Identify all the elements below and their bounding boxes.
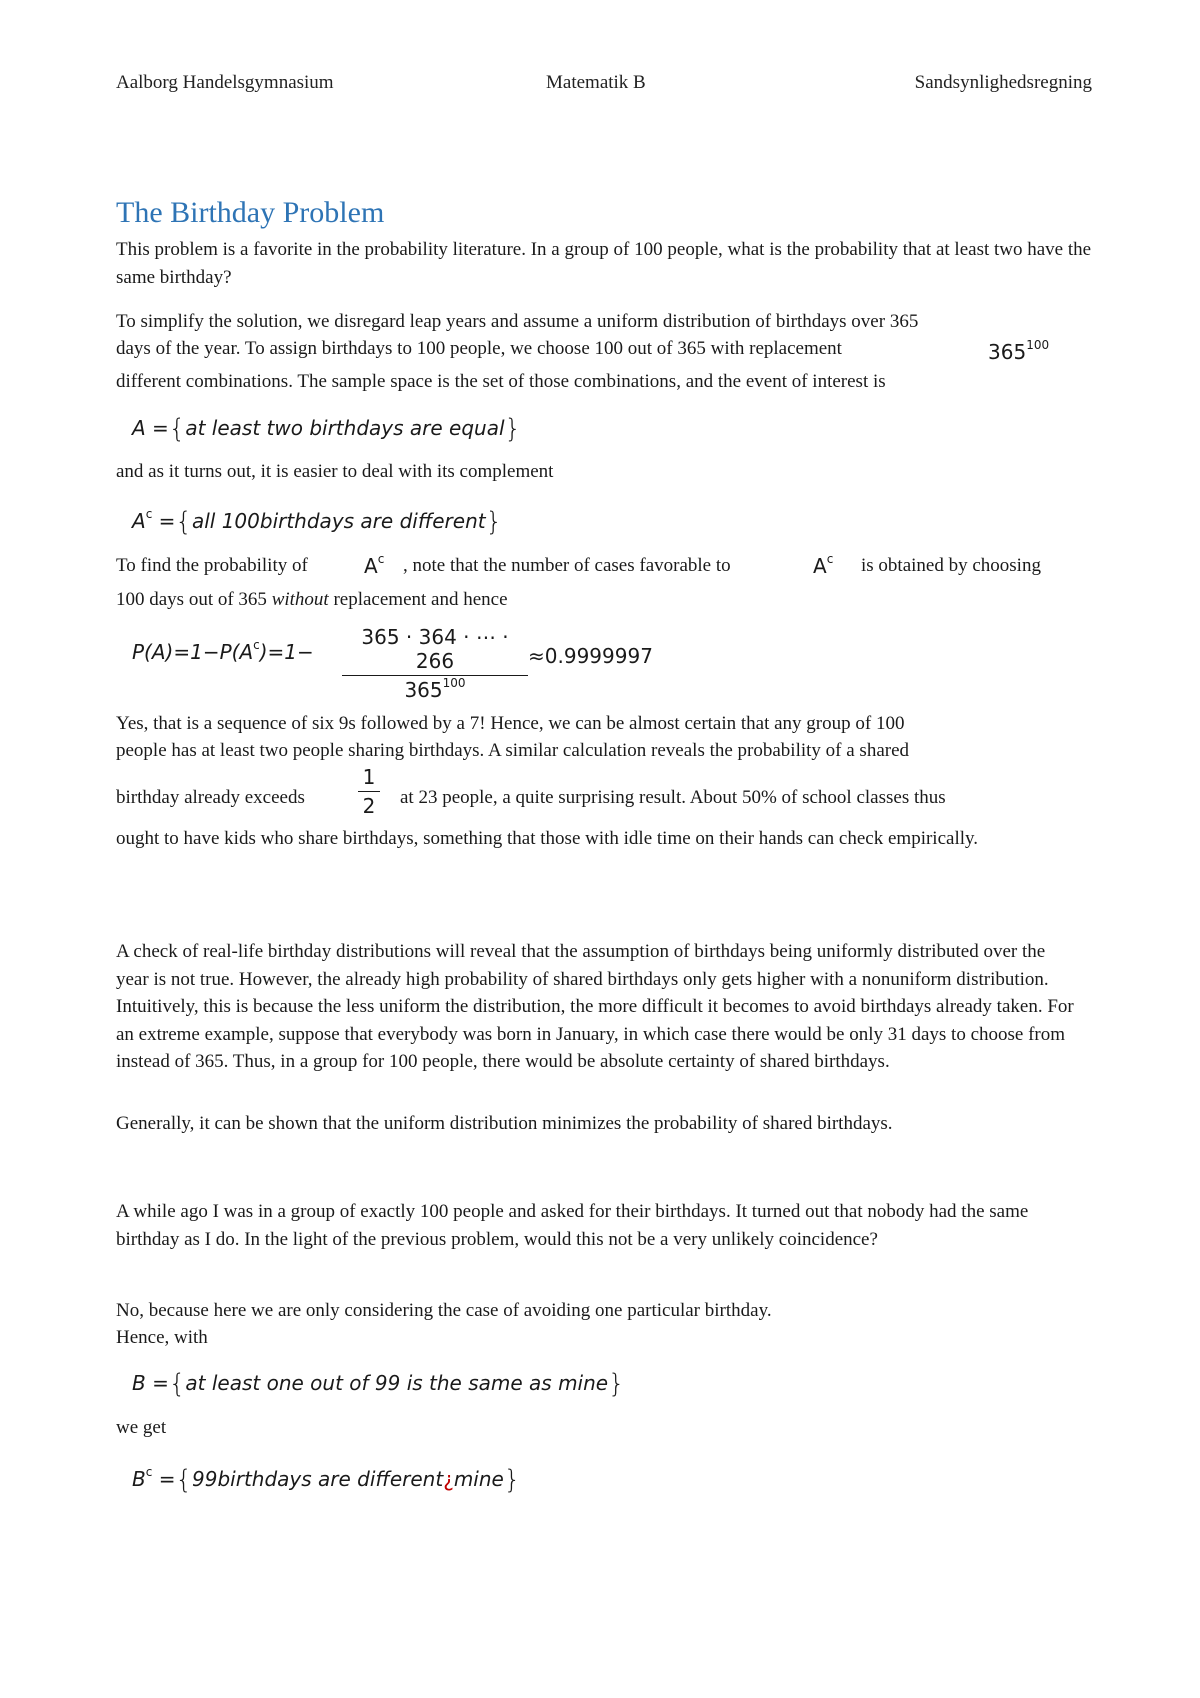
equation-ac-lhs: A	[132, 509, 146, 533]
paragraph-find-prob-line2	[116, 586, 1096, 614]
paragraph-simplify-line3: different combinations. The sample space is the set of those combinations, and the event of interest is	[116, 371, 886, 392]
equation-b-body: at least one out of 99 is the same as mine	[185, 1371, 609, 1395]
equation-p-mid: )=1−	[259, 640, 314, 664]
find-prob-emphasis: without	[271, 589, 329, 610]
equation-a-lhs: A =	[132, 416, 169, 440]
equation-probability-a	[132, 640, 314, 664]
equation-b-lhs: B =	[132, 1371, 169, 1395]
equation-complement-b: $B^c$ ={99birthdays are different¿mine}	[132, 1465, 521, 1495]
equation-ac-body: all 100birthdays are different	[191, 509, 486, 533]
conclusion-line3-text-1: birthday already exceeds	[116, 787, 305, 808]
paragraph-we-get: we get	[116, 1417, 167, 1438]
power-base: 365	[988, 340, 1027, 364]
paragraph-conclusion-line4: ought to have kids who share birthdays, something that those with idle time on their hands can check empirically.	[116, 828, 979, 849]
half-bar	[358, 791, 380, 792]
fraction-numerator: 365 · 364 · ⋯ · 266	[361, 625, 509, 673]
equation-complement-a: $A^c =\{all$ 100birthdays are different}	[132, 507, 503, 537]
fraction-den-base: 365	[404, 678, 443, 702]
find-prob-line2-text-1: 100 days out of 365	[116, 589, 267, 610]
inline-c-sup-2: c	[826, 552, 834, 567]
equation-p-lhs: P(A)=1−P(A	[132, 640, 254, 664]
paragraph-real-life: A check of real-life birthday distributions will reveal that the assumption of birthdays being uniformly distributed over the year is not true. However, the already high probability of shared birthdays only gets higher with a nonuniform distribution. Intuitively, this is because the less uniform the distribution, the more difficult it becomes to avoid birthdays already taken. For an extreme example, suppose that everybody was born in January, in which case there would be only 31 days to choose from instead of 365. Thus, in a group for 100 people, there would be absolute certainty of shared birthdays.	[116, 941, 1074, 1072]
fraction-denominator	[342, 678, 528, 702]
paragraph-intro: This problem is a favorite in the probability literature. In a group of 100 people, what is the probability that at least two have the same birthday?	[116, 239, 1092, 288]
one-half-fraction	[358, 765, 380, 818]
inline-c-sup-1: c	[377, 552, 385, 567]
equation-event-a: A ={at least two birthdays are equal}	[132, 414, 522, 444]
equation-bc-body-1: 99birthdays are different	[192, 1467, 444, 1491]
header-school: Aalborg Handelsgymnasium	[116, 72, 334, 93]
half-numerator: 1	[362, 765, 376, 789]
inline-a-letter-2: A	[813, 554, 827, 578]
equation-p-sup: c	[253, 638, 260, 653]
find-prob-line2-text-2: replacement and hence	[333, 589, 508, 610]
equation-ac-sup: c	[145, 507, 153, 522]
equation-bc-body-2: mine	[453, 1467, 504, 1491]
equation-bc-broken-glyph: ¿	[443, 1467, 454, 1491]
equation-p-fraction	[342, 625, 528, 702]
paragraph-conclusion-line1: Yes, that is a sequence of six 9s followed by a 7! Hence, we can be almost certain that any group of 100	[116, 713, 905, 734]
paragraph-simplify-line2: days of the year. To assign birthdays to 100 people, we choose 100 out of 365 with replacement	[116, 338, 842, 359]
header-topic: Sandsynlighedsregning	[914, 72, 1092, 93]
equation-bc-lhs: B	[132, 1467, 146, 1491]
conclusion-line3-text-2: at 23 people, a quite surprising result. About 50% of school classes thus	[400, 787, 946, 808]
paragraph-simplify-line1: To simplify the solution, we disregard leap years and assume a uniform distribution of birthdays over 365	[116, 311, 919, 332]
paragraph-uniform-minimizes: Generally, it can be shown that the uniform distribution minimizes the probability of shared birthdays.	[116, 1113, 893, 1134]
find-prob-text-2: , note that the number of cases favorable to	[403, 555, 731, 576]
equation-p-approx: ≈0.9999997	[528, 644, 653, 668]
paragraph-answer: No, because here we are only considering the case of avoiding one particular birthday.	[116, 1300, 772, 1321]
half-denominator: 2	[362, 794, 376, 818]
equation-a-body: at least two birthdays are equal	[185, 416, 505, 440]
header-subject: Matematik B	[546, 72, 646, 93]
fraction-den-exp: 100	[442, 676, 466, 691]
power-exponent: 100	[1026, 338, 1050, 353]
find-prob-text-3: is obtained by choosing	[861, 555, 1041, 576]
paragraph-hence: Hence, with	[116, 1327, 208, 1348]
fraction-bar	[342, 675, 528, 676]
equation-event-b: B ={at least one out of 99 is the same as mine}	[132, 1369, 625, 1399]
paragraph-complement: and as it turns out, it is easier to deal with its complement	[116, 461, 554, 482]
equation-bc-sup: c	[145, 1465, 153, 1480]
paragraph-anecdote: A while ago I was in a group of exactly 100 people and asked for their birthdays. It turned out that nobody had the same birthday as I do. In the light of the previous problem, would this not be a very unlikely coincidence?	[116, 1201, 1029, 1250]
page-header	[116, 72, 1092, 98]
paragraph-conclusion-line2: people has at least two people sharing birthdays. A similar calculation reveals the probability of a shared	[116, 740, 910, 761]
equation-ac-equals: =	[152, 509, 176, 533]
equation-bc-equals: =	[152, 1467, 176, 1491]
inline-a-letter-1: A	[364, 554, 378, 578]
inline-a-complement-2	[813, 554, 833, 578]
power-expression	[988, 340, 1049, 364]
section-title: The Birthday Problem	[116, 196, 385, 229]
find-prob-text-1: To find the probability of	[116, 555, 308, 576]
inline-a-complement-1	[364, 554, 384, 578]
